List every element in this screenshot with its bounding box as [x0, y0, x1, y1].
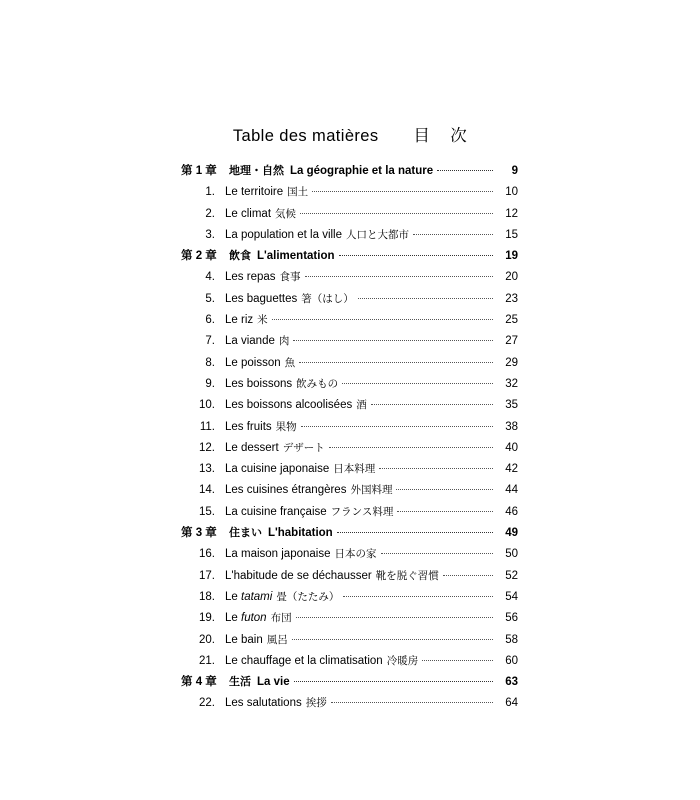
toc-page-number: 12	[505, 207, 518, 220]
toc-leader-dots	[371, 397, 493, 408]
toc-entry-number: 5.	[205, 292, 215, 305]
toc-entry-title-fr: L'alimentation	[257, 250, 335, 263]
toc-entry-title-jp: 飲食	[229, 249, 251, 263]
toc-entry-label	[229, 250, 335, 263]
toc-page-number: 52	[505, 569, 518, 582]
page-title: Table des matières 目 次	[232, 127, 468, 145]
toc-entry-number: 18.	[199, 590, 215, 603]
toc-entry-title-jp: 日本の家	[334, 548, 377, 561]
toc-entry-number: 13.	[199, 463, 215, 476]
toc-entry-label	[215, 656, 418, 668]
toc-entry-label	[215, 315, 268, 327]
toc-entry-title-fr: Les baguettes	[225, 292, 298, 305]
toc-item-row[interactable]	[181, 568, 518, 589]
toc-entry-title-fr: Les repas	[225, 271, 276, 284]
toc-leader-dots	[299, 355, 493, 366]
toc-entry-title-fr: Le tatami	[225, 590, 273, 603]
toc-entry-number: 1.	[205, 186, 215, 199]
toc-page-number: 27	[505, 335, 518, 348]
toc-entry-label	[215, 230, 409, 242]
toc-entry-label	[215, 549, 377, 561]
toc-page-number: 46	[505, 505, 518, 518]
toc-entry-number: 8.	[205, 356, 215, 369]
toc-entry-title-fr: Le territoire	[225, 186, 284, 199]
toc-entry-title-jp: 人口と大都市	[346, 228, 409, 241]
toc-item-row[interactable]	[181, 504, 518, 525]
toc-leader-dots	[312, 184, 493, 195]
toc-entry-number: 第 3 章	[181, 527, 217, 540]
toc-entry-label	[215, 464, 375, 476]
toc-entry-title-fr: Le riz	[225, 314, 254, 327]
toc-page-number: 44	[505, 484, 518, 497]
toc-entry-label	[215, 358, 295, 370]
toc-item-row[interactable]	[181, 184, 518, 205]
toc-entry-title-jp: 畳（たたみ）	[276, 590, 340, 603]
toc-entry-title-fr: Les cuisines étrangères	[225, 484, 347, 497]
toc-item-row[interactable]	[181, 482, 518, 503]
toc-entry-label	[215, 698, 327, 710]
toc-entry-number: 第 2 章	[181, 250, 217, 263]
toc-entry-label	[229, 165, 433, 178]
toc-leader-dots	[358, 291, 493, 302]
toc-entry-title-jp: 飲みもの	[296, 377, 339, 390]
toc-leader-dots	[272, 312, 493, 323]
toc-item-row[interactable]	[181, 461, 518, 482]
toc-entry-label	[229, 676, 290, 689]
toc-entry-title-fr: Le dessert	[225, 441, 279, 454]
toc-page-number: 19	[505, 250, 518, 263]
toc-item-row[interactable]	[181, 227, 518, 248]
toc-entry-number: 第 4 章	[181, 676, 217, 689]
toc-entry-title-jp: 風呂	[266, 633, 288, 646]
toc-leader-dots	[381, 546, 494, 557]
toc-entry-title-jp: 布団	[270, 612, 292, 625]
toc-entry-label	[215, 336, 289, 348]
toc-page-number: 23	[505, 292, 518, 305]
toc-item-row[interactable]	[181, 206, 518, 227]
toc-entry-title-jp: 気候	[275, 207, 297, 220]
toc-chapter-row[interactable]	[181, 674, 518, 695]
toc-entry-number: 15.	[199, 505, 215, 518]
toc-entry-number: 20.	[199, 633, 215, 646]
toc-entry-number: 22.	[199, 697, 215, 710]
toc-item-row[interactable]	[181, 440, 518, 461]
toc-item-row[interactable]	[181, 653, 518, 674]
toc-entry-title-fr: La cuisine française	[225, 505, 327, 518]
toc-chapter-row[interactable]	[181, 163, 518, 184]
toc-entry-title-fr: L'habitation	[268, 527, 333, 540]
toc-leader-dots	[379, 461, 493, 472]
toc-leader-dots	[294, 674, 493, 685]
toc-entry-label	[229, 527, 333, 540]
toc-leader-dots	[293, 333, 493, 344]
toc-entry-title-fr: L'habitude de se déchausser	[225, 569, 372, 582]
toc-entry-number: 16.	[199, 548, 215, 561]
toc-item-row[interactable]	[181, 695, 518, 716]
toc-leader-dots	[305, 269, 493, 280]
toc-entry-title-jp: フランス料理	[330, 505, 394, 518]
toc-item-row[interactable]	[181, 312, 518, 333]
toc-page-number: 49	[505, 527, 518, 540]
toc-entry-title-fr: La viande	[225, 335, 275, 348]
toc-entry-title-jp: 米	[257, 314, 268, 327]
toc-item-row[interactable]	[181, 632, 518, 653]
toc-leader-dots	[343, 589, 493, 600]
toc-entry-title-fr: Le climat	[225, 207, 272, 220]
toc-entry-label	[215, 209, 296, 221]
toc-entry-title-jp: 魚	[284, 356, 296, 369]
toc-page-number: 63	[505, 676, 518, 689]
toc-entry-title-fr: Les fruits	[225, 420, 272, 433]
toc-leader-dots	[396, 482, 493, 493]
toc-chapter-row[interactable]	[181, 248, 518, 269]
toc-entry-label	[215, 571, 439, 583]
toc-entry-label	[215, 187, 308, 199]
toc-page-number: 10	[505, 186, 518, 199]
toc-item-row[interactable]	[181, 546, 518, 567]
toc-entry-title-fr: La vie	[257, 676, 290, 689]
toc-entry-title-jp: 外国料理	[350, 484, 393, 497]
toc-entry-label	[215, 272, 301, 284]
toc-item-row[interactable]	[181, 269, 518, 290]
toc-entry-title-jp: 果物	[275, 420, 297, 433]
toc-entry-title-jp: 箸（はし）	[301, 292, 354, 305]
toc-page-number: 15	[505, 228, 518, 241]
toc-entry-label	[215, 613, 292, 625]
toc-entry-number: 7.	[205, 335, 215, 348]
toc-page-number: 9	[511, 165, 518, 177]
toc-entry-number: 11.	[199, 420, 215, 433]
toc-item-row[interactable]	[181, 419, 518, 440]
toc-leader-dots	[437, 163, 493, 174]
toc-item-row[interactable]	[181, 355, 518, 376]
toc-entry-number: 19.	[199, 612, 215, 625]
toc-entry-title-fr: La population et la ville	[225, 228, 342, 241]
toc-entry-number: 17.	[199, 569, 215, 582]
toc-leader-dots	[300, 206, 493, 217]
toc-leader-dots	[329, 440, 493, 451]
toc-page-number: 25	[505, 314, 518, 327]
toc-entry-title-fr: Le bain	[225, 633, 263, 646]
toc-entry-label	[215, 422, 297, 434]
toc-item-row[interactable]	[181, 291, 518, 312]
toc-entry-label	[215, 379, 338, 391]
toc-entry-number: 10.	[199, 399, 215, 412]
toc-entry-title-fr: La géographie et la nature	[290, 165, 434, 177]
toc-leader-dots	[443, 568, 493, 579]
toc-leader-dots	[339, 248, 494, 259]
toc-entry-label	[215, 592, 339, 604]
toc-leader-dots	[331, 695, 493, 706]
toc-entry-label	[215, 635, 288, 647]
toc-page-number: 56	[505, 612, 518, 625]
toc-entry-title-jp: 地理・自然	[229, 164, 284, 177]
toc-leader-dots	[422, 653, 493, 664]
toc-page-number: 40	[505, 441, 518, 454]
toc-page-number: 20	[505, 271, 518, 284]
toc-entry-title-jp: デザート	[282, 441, 325, 454]
toc-entry-title-jp: 靴を脱ぐ習慣	[375, 569, 439, 582]
toc-entry-number: 12.	[199, 441, 215, 454]
toc-entry-title-jp: 肉	[278, 335, 290, 348]
toc-page-number: 29	[505, 356, 518, 369]
toc-leader-dots	[292, 632, 493, 643]
toc-entry-title-italic: futon	[241, 612, 267, 625]
toc-entry-title-fr: Les boissons	[225, 377, 293, 390]
toc-entry-title-fr: Les boissons alcoolisées	[225, 399, 353, 412]
toc-leader-dots	[337, 525, 493, 536]
toc-item-row[interactable]	[181, 610, 518, 631]
toc-item-row[interactable]	[181, 589, 518, 610]
toc-page-number: 42	[505, 463, 518, 476]
toc-page-number: 50	[505, 548, 518, 561]
toc-entry-title-fr: La maison japonaise	[225, 548, 331, 561]
toc-item-row[interactable]	[181, 376, 518, 397]
toc-leader-dots	[413, 227, 493, 238]
toc-entry-number: 6.	[205, 314, 215, 327]
toc-entry-label	[215, 507, 393, 519]
toc-leader-dots	[296, 610, 493, 621]
table-of-contents	[181, 163, 518, 717]
toc-entry-title-jp: 食事	[279, 271, 301, 284]
toc-entry-title-jp: 住まい	[229, 526, 262, 540]
toc-leader-dots	[342, 376, 493, 387]
toc-chapter-row[interactable]	[181, 525, 518, 546]
toc-page-number: 64	[505, 697, 518, 710]
toc-entry-title-jp: 酒	[356, 399, 367, 412]
toc-entry-label	[215, 485, 392, 497]
toc-entry-number: 4.	[205, 271, 215, 284]
toc-entry-title-fr: Les salutations	[225, 697, 302, 710]
toc-entry-title-jp: 日本料理	[333, 463, 376, 476]
toc-entry-number: 2.	[205, 207, 215, 220]
toc-page-number: 60	[505, 654, 518, 667]
toc-entry-title-italic: tatami	[241, 590, 273, 603]
toc-entry-title-fr: Le futon	[225, 612, 267, 625]
toc-entry-title-fr: La cuisine japonaise	[225, 463, 330, 476]
toc-item-row[interactable]	[181, 333, 518, 354]
toc-page-number: 54	[505, 590, 518, 603]
toc-entry-number: 14.	[199, 484, 215, 497]
toc-entry-title-jp: 国土	[287, 186, 309, 199]
toc-entry-label	[215, 443, 325, 455]
toc-entry-title-jp: 冷暖房	[386, 654, 419, 667]
toc-page-number: 38	[505, 420, 518, 433]
toc-entry-title-fr: Le chauffage et la climatisation	[225, 654, 383, 667]
toc-page-number: 35	[505, 399, 518, 412]
toc-entry-title-jp: 生活	[229, 675, 251, 689]
toc-entry-number: 第 1 章	[181, 165, 217, 177]
toc-entry-title-fr: Le poisson	[225, 356, 281, 369]
toc-entry-label	[215, 400, 367, 412]
toc-entry-number: 21.	[199, 654, 215, 667]
toc-entry-title-jp: 挨拶	[305, 697, 327, 710]
toc-entry-label	[215, 294, 354, 306]
toc-page-number: 58	[505, 633, 518, 646]
toc-leader-dots	[397, 504, 493, 515]
toc-item-row[interactable]	[181, 397, 518, 418]
toc-leader-dots	[301, 419, 493, 430]
toc-entry-number: 9.	[205, 377, 215, 390]
toc-page-number: 32	[505, 377, 518, 390]
toc-entry-number: 3.	[205, 228, 215, 241]
